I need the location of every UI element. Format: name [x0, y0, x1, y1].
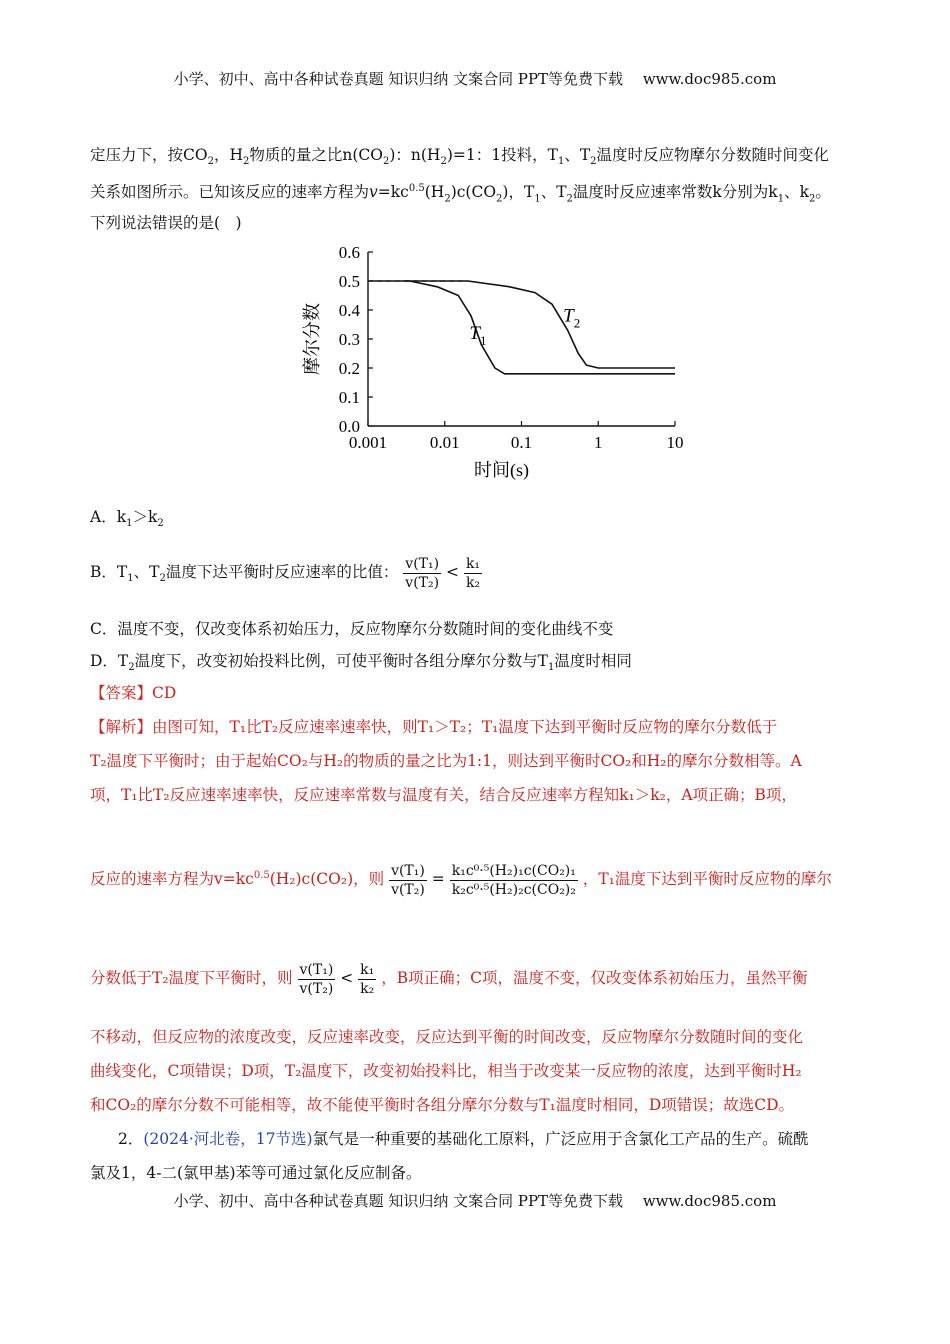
analysis-line-7: 曲线变化，C项错误；D项，T₂温度下，改变初始投料比，相当于改变某一反应物的浓度，达到平衡时H₂ [90, 1062, 802, 1080]
question-2-line-1: 2．(2024·河北卷，17节选)氯气是一种重要的基础化工原料，广泛应用于含氯化工产品的生产。硫酰 [118, 1130, 809, 1148]
question-line-2: 关系如图所示。已知该反应的速率方程为$v=kc^{0.5}(H_2)c(CO_2)$，$T_1$、$T_2$温度时反应速率常数k分别为$k_1$、$k_2$。 [90, 183, 831, 205]
mole-fraction-chart [290, 238, 700, 490]
y-tick-label: 0.6 [338, 243, 360, 262]
x-axis-label: 时间(s) [474, 460, 529, 480]
series-line-t1 [368, 281, 675, 374]
k-ratio-fraction-2: $\frac{\text{k₁}}{\text{k₂}}$ [360, 961, 375, 997]
analysis-line-3: 项，T₁比T₂反应速率速率快，反应速率常数与温度有关，结合反应速率方程知k₁＞k₂，A项正确；B项， [90, 786, 797, 804]
y-tick-label: 0.0 [338, 417, 360, 436]
page-header: 小学、初中、高中各种试卷真题 知识归纳 文案合同 PPT等免费下载 www.doc985.com [173, 70, 777, 88]
analysis-line-5: 分数低于T₂温度下平衡时，则 $\frac{\text{v(T₁)}}{\text{v(T₂)}}$ < $\frac{\text{k₁}}{\text{k₂}}$ ，B项正确；C项，温度不变，仅改变体系初始压力，虽然平衡 [90, 961, 808, 997]
ratio-fraction-2: $\frac{\text{v(T₁)}}{\text{v(T₂)}}$ [299, 961, 334, 997]
analysis-line-4: 反应的速率方程为$v=kc^{0.5}(H_2)c(CO_2)$，则 $\frac{\text{v(T₁)}}{\text{v(T₂)}}$ = $\frac{\text{k₁c⁰·⁵(H₂)₁c(CO₂)₁}}{\text{k₂c⁰·⁵(H₂)₂c(CO₂)₂}}$ ，T₁温度下达到平衡时反应物的摩尔 [90, 862, 832, 898]
y-axis-label: 摩尔分数 [302, 303, 322, 375]
answer: 【答案】CD [90, 684, 177, 702]
analysis-line-6: 不移动，但反应物的浓度改变，反应速率改变，反应达到平衡的时间改变，反应物摩尔分数随时间的变化 [90, 1028, 804, 1046]
ratio-fraction: $\frac{\text{v(T₁)}}{\text{v(T₂)}}$ [405, 555, 440, 591]
rate-ratio-fraction: $\frac{\text{v(T₁)}}{\text{v(T₂)}}$ [391, 862, 425, 898]
y-tick-label: 0.1 [338, 388, 360, 407]
x-tick-label: 0.1 [510, 433, 533, 452]
option-a: A．$k_1>k_2$ [90, 508, 164, 530]
analysis-line-2: T₂温度下平衡时；由于起始CO₂与H₂的物质的量之比为1:1，则达到平衡时CO₂和H₂的摩尔分数相等。A [90, 752, 802, 770]
analysis-line-8: 和CO₂的摩尔分数不可能相等，故不能使平衡时各组分摩尔分数与T₁温度时相同，D项错误；故选CD。 [90, 1096, 795, 1114]
analysis-line-1: 【解析】由图可知，T₁比T₂反应速率速率快，则T₁＞T₂；T₁温度下达到平衡时反应物的摩尔分数低于 [90, 718, 778, 736]
y-tick-label: 0.4 [338, 301, 360, 320]
y-tick-label: 0.2 [338, 359, 360, 378]
page-footer: 小学、初中、高中各种试卷真题 知识归纳 文案合同 PPT等免费下载 www.doc985.com [173, 1192, 777, 1210]
rate-expression-fraction: $\frac{\text{k₁c⁰·⁵(H₂)₁c(CO₂)₁}}{\text{k₂c⁰·⁵(H₂)₂c(CO₂)₂}}$ [451, 862, 576, 898]
y-tick-label: 0.3 [338, 330, 360, 349]
option-c: C．温度不变，仅改变体系初始压力，反应物摩尔分数随时间的变化曲线不变 [90, 620, 614, 638]
x-tick-label: 0.001 [348, 433, 388, 452]
series-line-t2 [405, 281, 675, 368]
k-ratio-fraction: $\frac{\text{k₁}}{\text{k₂}}$ [465, 555, 481, 591]
question-line-1: 定压力下，按$CO_2$，$H_2$物质的量之比$n(CO_2)$：$n(H_2)=1$：1投料，$T_1$、$T_2$温度时反应物摩尔分数随时间变化 [90, 146, 830, 168]
y-tick-label: 0.5 [338, 272, 360, 291]
curve-label-t2: $T_2$ [563, 305, 581, 331]
question-2-line-2: 氯及1，4-二(氯甲基)苯等可通过氯化反应制备。 [90, 1164, 422, 1182]
question-line-3: 下列说法错误的是( ) [90, 214, 242, 232]
option-b: B．$T_1$、$T_2$温度下达平衡时反应速率的比值： $\frac{\text{v(T₁)}}{\text{v(T₂)}}$ < $\frac{\text{k₁}}{\text{k₂}}$ [90, 555, 481, 591]
x-tick-label: 0.01 [429, 433, 460, 452]
x-tick-label: 1 [594, 433, 603, 452]
option-d: D．$T_2$温度下，改变初始投料比例，可使平衡时各组分摩尔分数与$T_1$温度时相同 [90, 652, 632, 674]
curve-label-t1: $T_1$ [469, 323, 487, 348]
x-tick-label: 10 [666, 433, 684, 452]
